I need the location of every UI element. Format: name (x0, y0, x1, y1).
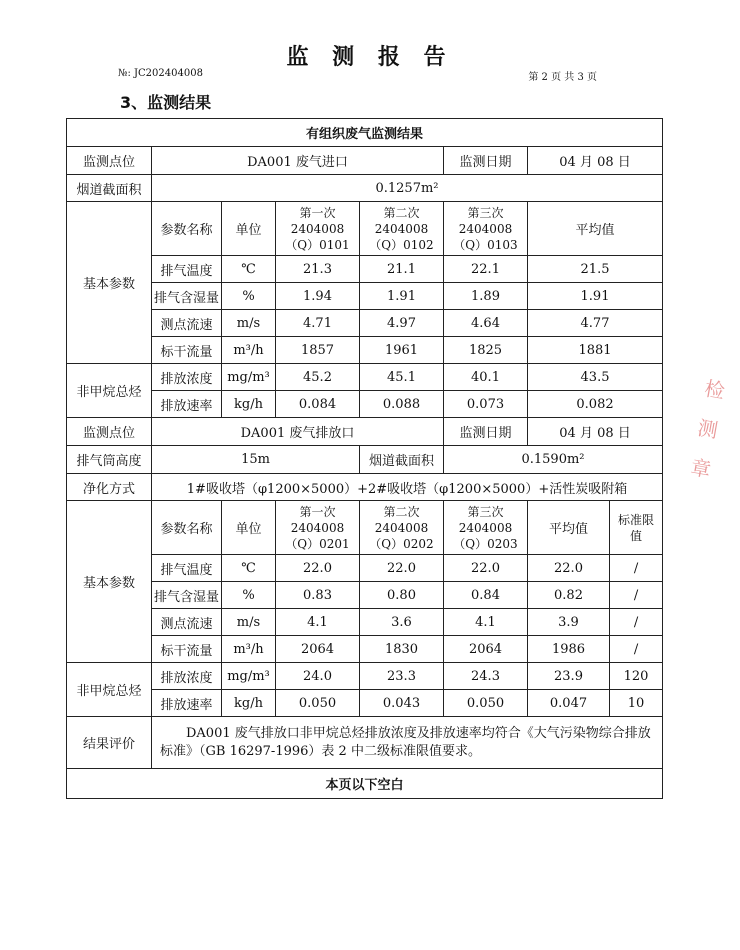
param-name: 排放速率 (152, 690, 222, 717)
value-run-2: 0.043 (360, 690, 444, 717)
value-run-1: 21.3 (276, 256, 360, 283)
outlet-height-label: 排气筒高度 (67, 446, 152, 474)
value-average: 43.5 (528, 364, 663, 391)
param-name: 测点流速 (152, 310, 222, 337)
table-row (67, 283, 663, 310)
param-name: 排气含湿量 (152, 283, 222, 310)
value-average: 1.91 (528, 283, 663, 310)
unit-cell: mg/m³ (222, 663, 276, 690)
table-row (67, 337, 663, 364)
value-average: 3.9 (528, 609, 610, 636)
param-name: 标干流量 (152, 337, 222, 364)
value-average: 1986 (528, 636, 610, 663)
col-param: 参数名称 (152, 501, 222, 555)
col-std-limit: 标准限值 (610, 501, 663, 555)
value-run-2: 0.088 (360, 391, 444, 418)
value-std-limit: / (610, 609, 663, 636)
value-run-3: 22.0 (444, 555, 528, 582)
value-run-3: 0.84 (444, 582, 528, 609)
nmhc-group: 非甲烷总烃 (67, 663, 152, 717)
col-run-2: 第二次 2404008 （Q）0102 (360, 202, 444, 256)
col-run-2: 第二次 2404008 （Q）0202 (360, 501, 444, 555)
table-row (67, 609, 663, 636)
value-run-1: 0.83 (276, 582, 360, 609)
value-run-3: 24.3 (444, 663, 528, 690)
param-name: 排放浓度 (152, 364, 222, 391)
value-average: 0.082 (528, 391, 663, 418)
col-run-3: 第三次 2404008 （Q）0103 (444, 202, 528, 256)
value-average: 0.82 (528, 582, 610, 609)
param-name: 排放浓度 (152, 663, 222, 690)
evaluation-label: 结果评价 (67, 717, 152, 769)
table-title: 有组织废气监测结果 (67, 119, 663, 147)
svg-text:章: 章 (688, 455, 714, 480)
value-run-2: 1.91 (360, 283, 444, 310)
report-title: 监 测 报 告 (286, 45, 454, 70)
col-unit: 单位 (222, 202, 276, 256)
value-run-3: 0.050 (444, 690, 528, 717)
value-run-3: 0.073 (444, 391, 528, 418)
value-run-1: 0.050 (276, 690, 360, 717)
inlet-date: 04 月 08 日 (528, 147, 663, 175)
inlet-area: 0.1257m² (152, 175, 663, 202)
value-run-1: 1857 (276, 337, 360, 364)
value-std-limit: / (610, 582, 663, 609)
param-name: 标干流量 (152, 636, 222, 663)
svg-text:检: 检 (699, 376, 727, 401)
value-run-1: 4.1 (276, 609, 360, 636)
value-run-2: 1830 (360, 636, 444, 663)
value-run-1: 22.0 (276, 555, 360, 582)
value-average: 21.5 (528, 256, 663, 283)
outlet-point: DA001 废气排放口 (152, 418, 444, 446)
red-stamp (688, 348, 740, 492)
param-name: 排气温度 (152, 555, 222, 582)
unit-cell: m³/h (222, 636, 276, 663)
purify-method: 1#吸收塔（φ1200×5000）+2#吸收塔（φ1200×5000）+活性炭吸附箱 (152, 474, 663, 501)
page-number: 第 2 页 共 3 页 (528, 72, 597, 83)
value-run-3: 4.64 (444, 310, 528, 337)
value-std-limit: 10 (610, 690, 663, 717)
col-param: 参数名称 (152, 202, 222, 256)
report-number: №: JC202404008 (118, 68, 203, 79)
unit-cell: m³/h (222, 337, 276, 364)
table-row (67, 391, 663, 418)
value-run-3: 4.1 (444, 609, 528, 636)
value-run-1: 2064 (276, 636, 360, 663)
value-run-1: 45.2 (276, 364, 360, 391)
inlet-date-label: 监测日期 (444, 147, 528, 175)
col-avg: 平均值 (528, 501, 610, 555)
results-table (66, 118, 663, 799)
inlet-basic-group: 基本参数 (67, 202, 152, 364)
svg-text:测: 测 (692, 416, 720, 441)
unit-cell: mg/m³ (222, 364, 276, 391)
value-run-3: 22.1 (444, 256, 528, 283)
unit-cell: kg/h (222, 391, 276, 418)
evaluation-text: DA001 废气排放口非甲烷总烃排放浓度及排放速率均符合《大气污染物综合排放标准》（GB 16297-1996）表 2 中二级标准限值要求。 (152, 717, 663, 769)
section-heading: 3、监测结果 (120, 93, 212, 112)
value-run-2: 45.1 (360, 364, 444, 391)
col-unit: 单位 (222, 501, 276, 555)
table-row (67, 256, 663, 283)
value-average: 1881 (528, 337, 663, 364)
value-run-1: 0.084 (276, 391, 360, 418)
value-run-2: 21.1 (360, 256, 444, 283)
inlet-point: DA001 废气进口 (152, 147, 444, 175)
value-std-limit: / (610, 555, 663, 582)
value-run-2: 4.97 (360, 310, 444, 337)
table-row (67, 310, 663, 337)
value-average: 22.0 (528, 555, 610, 582)
outlet-date: 04 月 08 日 (528, 418, 663, 446)
outlet-date-label: 监测日期 (444, 418, 528, 446)
value-run-1: 24.0 (276, 663, 360, 690)
value-run-1: 4.71 (276, 310, 360, 337)
outlet-area: 0.1590m² (444, 446, 663, 474)
value-run-2: 0.80 (360, 582, 444, 609)
unit-cell: % (222, 582, 276, 609)
table-row (67, 690, 663, 717)
value-run-1: 1.94 (276, 283, 360, 310)
value-std-limit: 120 (610, 663, 663, 690)
table-row (67, 364, 663, 391)
value-run-2: 23.3 (360, 663, 444, 690)
col-run-1: 第一次 2404008 （Q）0201 (276, 501, 360, 555)
table-row (67, 636, 663, 663)
col-avg: 平均值 (528, 202, 663, 256)
param-name: 排气含湿量 (152, 582, 222, 609)
nmhc-group: 非甲烷总烃 (67, 364, 152, 418)
outlet-basic-group: 基本参数 (67, 501, 152, 663)
inlet-area-label: 烟道截面积 (67, 175, 152, 202)
param-name: 测点流速 (152, 609, 222, 636)
outlet-height: 15m (152, 446, 360, 474)
col-run-3: 第三次 2404008 （Q）0203 (444, 501, 528, 555)
param-name: 排气温度 (152, 256, 222, 283)
purify-label: 净化方式 (67, 474, 152, 501)
value-run-3: 1825 (444, 337, 528, 364)
value-run-2: 1961 (360, 337, 444, 364)
table-row (67, 663, 663, 690)
value-std-limit: / (610, 636, 663, 663)
value-run-2: 22.0 (360, 555, 444, 582)
unit-cell: kg/h (222, 690, 276, 717)
value-average: 23.9 (528, 663, 610, 690)
unit-cell: % (222, 283, 276, 310)
value-average: 4.77 (528, 310, 663, 337)
table-row (67, 555, 663, 582)
outlet-point-label: 监测点位 (67, 418, 152, 446)
unit-cell: ℃ (222, 555, 276, 582)
param-name: 排放速率 (152, 391, 222, 418)
col-run-1: 第一次 2404008 （Q）0101 (276, 202, 360, 256)
value-run-2: 3.6 (360, 609, 444, 636)
blank-note: 本页以下空白 (67, 769, 663, 799)
value-average: 0.047 (528, 690, 610, 717)
inlet-point-label: 监测点位 (67, 147, 152, 175)
outlet-area-label: 烟道截面积 (360, 446, 444, 474)
table-row (67, 582, 663, 609)
value-run-3: 40.1 (444, 364, 528, 391)
value-run-3: 2064 (444, 636, 528, 663)
value-run-3: 1.89 (444, 283, 528, 310)
unit-cell: ℃ (222, 256, 276, 283)
unit-cell: m/s (222, 310, 276, 337)
unit-cell: m/s (222, 609, 276, 636)
